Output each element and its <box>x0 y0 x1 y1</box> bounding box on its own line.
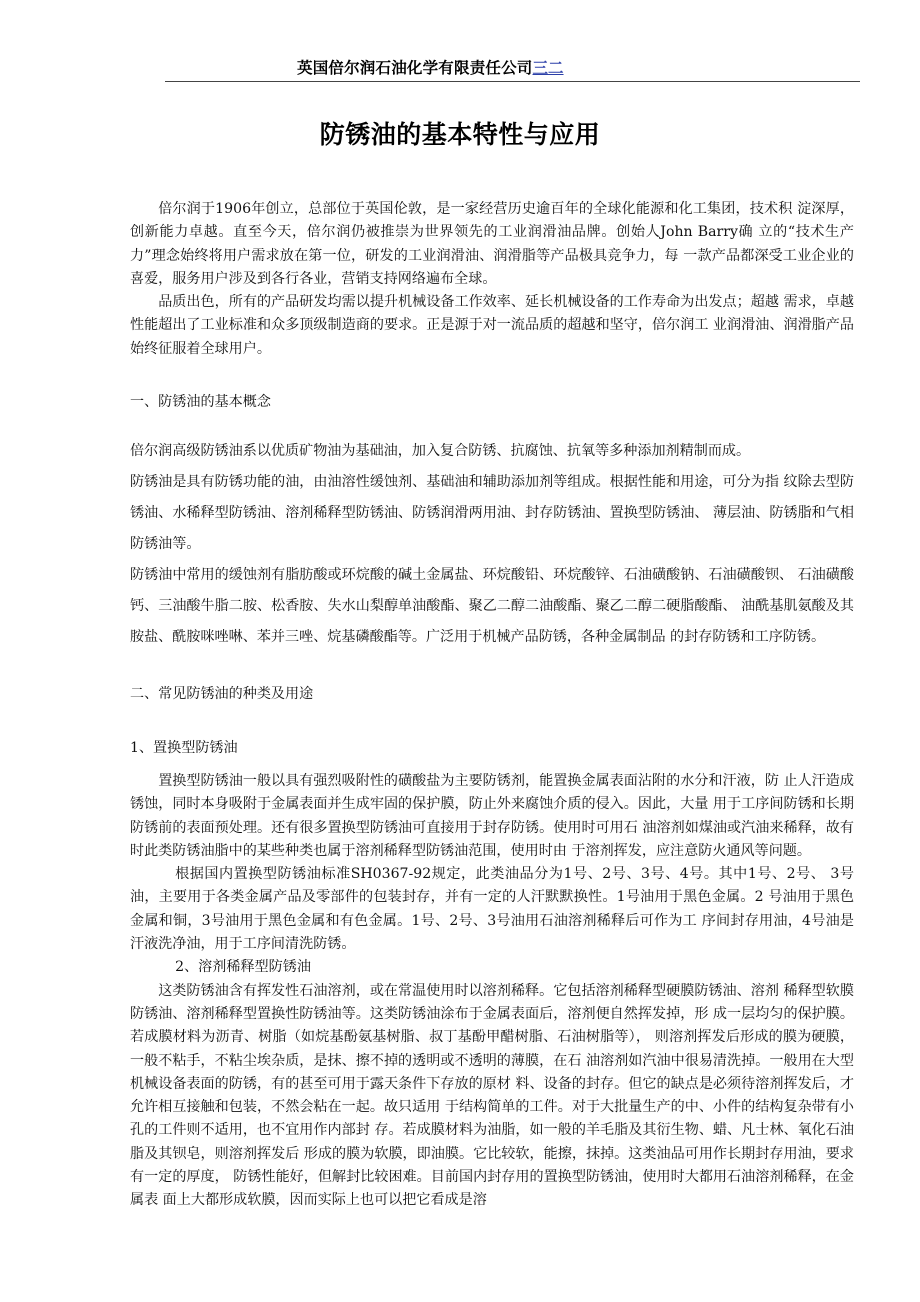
spacer <box>130 414 854 436</box>
section1-paragraph-1: 倍尔润高级防锈油系以优质矿物油为基础油，加入复合防锈、抗腐蚀、抗氧等多种添加剂精制而成。 <box>130 443 751 460</box>
subsection1-paragraph-2: 根据国内置换型防锈油标准SH0367-92规定，此类油品分为1号、2号、3号、4号。其中1号、2号、 3号油，主要用于各类金属产品及零部件的包装封存，并有一定的人汗默默换性。1号油用于黑色金属。2 号油用于黑色金属和铜，3号油用于黑色金属和有色金属。1号、2号、3号油用石油溶剂稀释后可作为工 序间封存用油，4号油是汗液洗净油，用于工序间清洗防锈。 <box>130 866 854 953</box>
header-content <box>165 56 564 78</box>
section1-paragraph-3: 防锈油中常用的缓蚀剂有脂肪酸或环烷酸的碱土金属盐、环烷酸铅、环烷酸锌、石油磺酸钠、石油磺酸钡、 石油磺酸钙、三油酸牛脂二胺、松香胺、失水山梨醇单油酸酯、聚乙二醇二油酸酯、聚乙二醇二硬脂酸酯、 油酰基肌氨酸及其胺盐、酰胺咪唑啉、苯并三唑、烷基磷酸酯等。广泛用于机械产品防锈，各种金属制品 的封存防锈和工序防锈。 <box>130 567 854 646</box>
section-heading-1: 一、防锈油的基本概念 <box>130 394 271 411</box>
section1-paragraph-2: 防锈油是具有防锈功能的油，由油溶性缓蚀剂、基础油和辅助添加剂等组成。根据性能和用途，可分为指 纹除去型防锈油、水稀释型防锈油、溶剂稀释型防锈油、防锈润滑两用油、封存防锈油、置换型防锈油、 薄层油、防锈脂和气相防锈油等。 <box>130 474 854 553</box>
intro-paragraph-2: 品质出色，所有的产品研发均需以提升机械设备工作效率、延长机械设备的工作寿命为出发点；超越 需求，卓越性能超出了工业标准和众多顶级制造商的要求。正是源于对一流品质的超越和坚守，倍尔润工 业润滑油、润滑脂产品始终征服着全球用户。 <box>130 294 854 357</box>
spacer <box>130 361 854 391</box>
spacer <box>130 707 854 737</box>
header-company-name: 英国倍尔润石油化学有限责任公司 <box>297 59 533 77</box>
document-body <box>130 198 854 1213</box>
subsection1-paragraph-1: 置换型防锈油一般以具有强烈吸附性的磺酸盐为主要防锈剂，能置换金属表面沾附的水分和汗液，防 止人汗造成锈蚀，同时本身吸附于金属表面并生成牢固的保护膜，防止外来腐蚀介质的侵入。因此，大量 用于工序间防锈和长期防锈前的表面预处理。还有很多置换型防锈油可直接用于封存防锈。使用时可用石 油溶剂如煤油或汽油来稀释，故有时此类防锈油脂中的某些种类也属于溶剂稀释型防锈油范围，使用时由 于溶剂挥发，应注意防火通风等问题。 <box>130 772 854 859</box>
intro-paragraph-1: 倍尔润于1906年创立，总部位于英国伦敦，是一家经营历史逾百年的全球化能源和化工集团，技术积 淀深厚，创新能力卓越。直至今天，倍尔润仍被推崇为世界领先的工业润滑油品牌。创始人John Barry确 立的“技术生产力”理念始终将用户需求放在第一位，研发的工业润滑油、润滑脂等产品极具竞争力，每 一款产品都深受工业企业的喜爱，服务用户涉及到各行各业，营销支持网络遍布全球。 <box>130 201 854 287</box>
spacer <box>130 760 854 770</box>
subsection-heading-2: 2、溶剂稀释型防锈油 <box>175 959 311 976</box>
spacer <box>130 653 854 683</box>
subsection2-paragraph-1: 这类防锈油含有挥发性石油溶剂，或在常温使用时以溶剂稀释。它包括溶剂稀释型硬膜防锈油、溶剂 稀释型软膜防锈油、溶剂稀释型置换性防锈油等。这类防锈油涂布于金属表面后，溶剂便自然挥发掉，形 成一层均匀的保护膜。若成膜材料为沥青、树脂（如烷基酚氨基树脂、叔丁基酚甲醋树脂、石油树脂等）， 则溶剂挥发后形成的膜为硬膜，一般不粘手，不粘尘埃杂质，是抹、擦不掉的透明或不透明的薄膜，在石 油溶剂如汽油中很易清洗掉。一般用在大型机械设备表面的防锈，有的甚至可用于露天条件下存放的原材 料、设备的封存。但它的缺点是必须待溶剂挥发后，才允许相互接触和包装，不然会粘在一起。故只适用 于结构简单的工件。对于大批量生产的中、小件的结构复杂带有小孔的工件则不适用，也不宜用作内部封 存。若成膜材料为油脂，如一般的羊毛脂及其衍生物、蜡、凡士林、氧化石油脂及其钡皂，则溶剂挥发后 形成的膜为软膜，即油膜。它比较软，能擦，抹掉。这类油品可用作长期封存用油，要求有一定的厚度， 防锈性能好，但解封比较困难。目前国内封存用的置换型防锈油，使用时大都用石油溶剂稀释，在金属表 面上大都形成软膜，因而实际上也可以把它看成是溶 <box>130 982 854 1209</box>
subsection-heading-1: 1、置换型防锈油 <box>130 739 238 756</box>
section-heading-2: 二、常见防锈油的种类及用途 <box>130 686 314 703</box>
page-header <box>165 56 860 82</box>
header-hyperlink[interactable]: 三二 <box>532 59 564 77</box>
document-title: 防锈油的基本特性与应用 <box>319 119 601 149</box>
